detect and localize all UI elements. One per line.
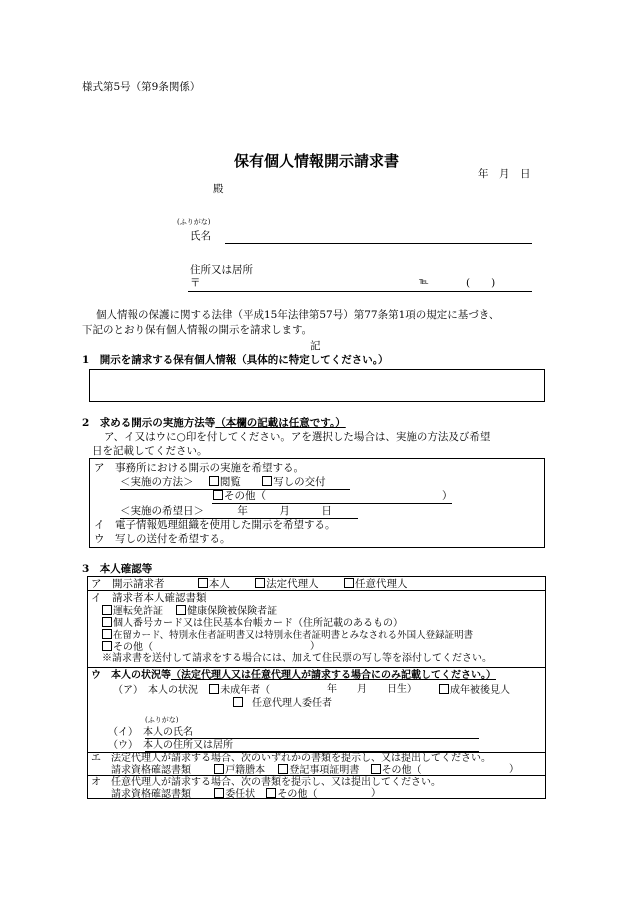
hope-date-row [120, 505, 332, 518]
intro-line-1: 個人情報の保護に関する法律（平成15年法律第57号）第77条第1項の規定に基づき、 [96, 309, 500, 321]
sec3-o-line1: オ 任意代理人が請求する場合、次の書類を提示し、又は提出してください。 [91, 777, 441, 788]
i-opt-other-close: ） [310, 641, 320, 652]
sec3-a-label: ア 開示請求者 [91, 578, 165, 590]
opt-other-close: ） [442, 490, 453, 502]
opt-label: 在留カード、特別永住者証明書又は特別永住者証明書とみなされる外国人登録証明書 [113, 630, 474, 641]
checkbox-icon[interactable] [371, 764, 381, 774]
checkbox-icon[interactable] [102, 617, 112, 627]
checkbox-icon[interactable] [266, 788, 276, 798]
u-a-label: （ア） 本人の状況 [113, 685, 198, 696]
opt-other-underline [212, 503, 452, 504]
hope-date-fields[interactable]: 年 月 日 [237, 505, 332, 517]
sec3-e-docs-row [111, 764, 422, 777]
name-label: 氏名 [190, 230, 211, 242]
section1-heading: 1 開示を請求する保有個人情報（具体的に特定してください。） [82, 354, 389, 366]
opt-other[interactable] [213, 490, 266, 503]
method-row [120, 476, 326, 489]
sec3-u-label: ウ 本人の状況等 [91, 670, 171, 681]
opt-label: その他（ [113, 642, 153, 653]
opt-label: 法定代理人 [266, 578, 319, 590]
checkbox-icon[interactable] [102, 605, 112, 615]
sec3-a-opt-voluntary[interactable] [344, 578, 408, 590]
e-opt-koseki[interactable] [214, 765, 265, 776]
name-field-line[interactable] [225, 243, 532, 244]
e-docs-label: 請求資格確認書類 [111, 765, 191, 776]
section2-heading-note: （本欄の記載は任意です。） [215, 417, 346, 429]
checkbox-icon[interactable] [278, 764, 288, 774]
address-field-line[interactable] [188, 291, 532, 292]
e-opt-other[interactable] [371, 765, 422, 776]
e-opt-other-close: ） [509, 764, 519, 775]
checkbox-icon[interactable] [439, 684, 449, 694]
opt-copy[interactable] [262, 476, 326, 488]
principal-address-line[interactable] [145, 751, 479, 752]
principal-name-line[interactable] [145, 738, 479, 739]
form-number: 様式第5号（第9条関係） [82, 81, 201, 93]
section2-option-i[interactable]: イ 電子情報処理組織を使用した開示を希望する。 [94, 519, 336, 531]
sec3-i-label: イ 請求者本人確認書類 [91, 592, 207, 604]
opt-copy-label: 写しの交付 [273, 476, 326, 488]
sec3-i-note: ※請求書を送付して請求をする場合には、加えて住民票の写し等を添付してください。 [102, 653, 492, 664]
opt-label: 戸籍謄本 [225, 765, 266, 776]
postal-mark: 〒 [190, 277, 201, 289]
opt-label: 運転免許証 [113, 606, 163, 617]
sec3-u-heading [91, 670, 496, 682]
checkbox-icon[interactable] [209, 476, 219, 486]
intro-line-2: 下記のとおり保有個人情報の開示を請求します。 [82, 324, 313, 336]
u-a-birth[interactable]: 年 月 日生） [327, 684, 417, 695]
sec3-o-docs-row [111, 788, 317, 801]
checkbox-icon[interactable] [102, 629, 112, 639]
sec3-a-opt-self[interactable] [198, 578, 230, 590]
addressee-suffix: 殿 [213, 183, 224, 195]
sec3-a-opt-legal[interactable] [255, 578, 319, 590]
checkbox-icon[interactable] [344, 578, 354, 588]
u-a-opt-principal[interactable] [233, 697, 332, 710]
sec3-e-line1: エ 法定代理人が請求する場合、次のいずれかの書類を提示し、又は提出してください。 [91, 753, 491, 764]
o-opt-other[interactable] [266, 789, 317, 800]
checkbox-icon[interactable] [213, 490, 223, 500]
opt-label: 本人 [208, 578, 230, 590]
section2-instr-2: 日を記載してください。 [92, 445, 208, 457]
i-opt-residence[interactable] [102, 629, 473, 641]
opt-label: 健康保険被保険者証 [187, 606, 278, 617]
ki-label: 記 [310, 340, 321, 352]
tel-parens: ( ) [466, 277, 496, 289]
opt-label: 未成年者（ [220, 685, 271, 696]
section2-instr-1: ア、イ又はウに○印を付してください。アを選択した場合は、実施の方法及び希望 [104, 431, 491, 443]
opt-view-label: 閲覧 [219, 476, 241, 488]
section1-input-box[interactable] [89, 369, 545, 402]
opt-label: その他（ [277, 789, 318, 800]
opt-view[interactable] [209, 476, 241, 488]
checkbox-icon[interactable] [233, 697, 243, 707]
section2-heading-prefix: 2 求める開示の実施方法等 [82, 417, 216, 429]
opt-label: 登記事項証明書 [289, 765, 360, 776]
sec3-u-note: （法定代理人又は任意代理人が請求する場合にのみ記載してください。） [171, 670, 496, 681]
u-furigana-label: (ふりがな) [145, 716, 179, 724]
section2-option-a[interactable]: ア 事務所における開示の実施を希望する。 [94, 462, 304, 474]
e-opt-registry[interactable] [278, 765, 359, 776]
opt-other-label: その他（ [224, 490, 266, 502]
checkbox-icon[interactable] [198, 578, 208, 588]
sec3-a-row [91, 578, 408, 591]
date-line: 年 月 日 [478, 168, 531, 180]
furigana-label: (ふりがな) [177, 218, 211, 226]
checkbox-icon[interactable] [176, 605, 186, 615]
checkbox-icon[interactable] [262, 476, 272, 486]
opt-label: その他（ [381, 765, 422, 776]
opt-label: 個人番号カード又は住民基本台帳カード（住所記載のあるもの） [113, 618, 403, 629]
hope-date-label: ＜実施の希望日＞ [120, 505, 204, 517]
u-u-label: （ウ） 本人の住所又は居所 [108, 740, 233, 751]
checkbox-icon[interactable] [209, 684, 219, 694]
u-a-opt-ward[interactable] [439, 684, 510, 697]
checkbox-icon[interactable] [102, 641, 112, 651]
checkbox-icon[interactable] [255, 578, 265, 588]
sec3-u-a-row [113, 684, 270, 697]
tel-mark: ℡ [419, 277, 429, 287]
u-i-label: （イ） 本人の氏名 [108, 727, 193, 738]
opt-label: 任意代理人委任者 [252, 698, 332, 709]
opt-label: 任意代理人 [355, 578, 408, 590]
section2-heading [82, 417, 346, 430]
i-opt-license[interactable] [102, 606, 163, 617]
section2-option-u[interactable]: ウ 写しの送付を希望する。 [94, 533, 231, 545]
opt-label: 成年被後見人 [450, 685, 510, 696]
address-label: 住所又は居所 [190, 264, 253, 276]
o-opt-proxy[interactable] [214, 789, 255, 800]
u-a-opt-minor[interactable] [209, 685, 270, 696]
checkbox-icon[interactable] [214, 764, 224, 774]
i-opt-insurance[interactable] [176, 606, 277, 617]
divider [87, 667, 546, 668]
opt-label: 委任状 [225, 789, 256, 800]
o-docs-label: 請求資格確認書類 [111, 789, 191, 800]
section3-heading: 3 本人確認等 [82, 563, 153, 575]
checkbox-icon[interactable] [214, 788, 224, 798]
method-label: ＜実施の方法＞ [120, 476, 194, 488]
page-title: 保有個人情報開示請求書 [234, 152, 400, 170]
o-opt-other-close: ） [371, 788, 381, 799]
